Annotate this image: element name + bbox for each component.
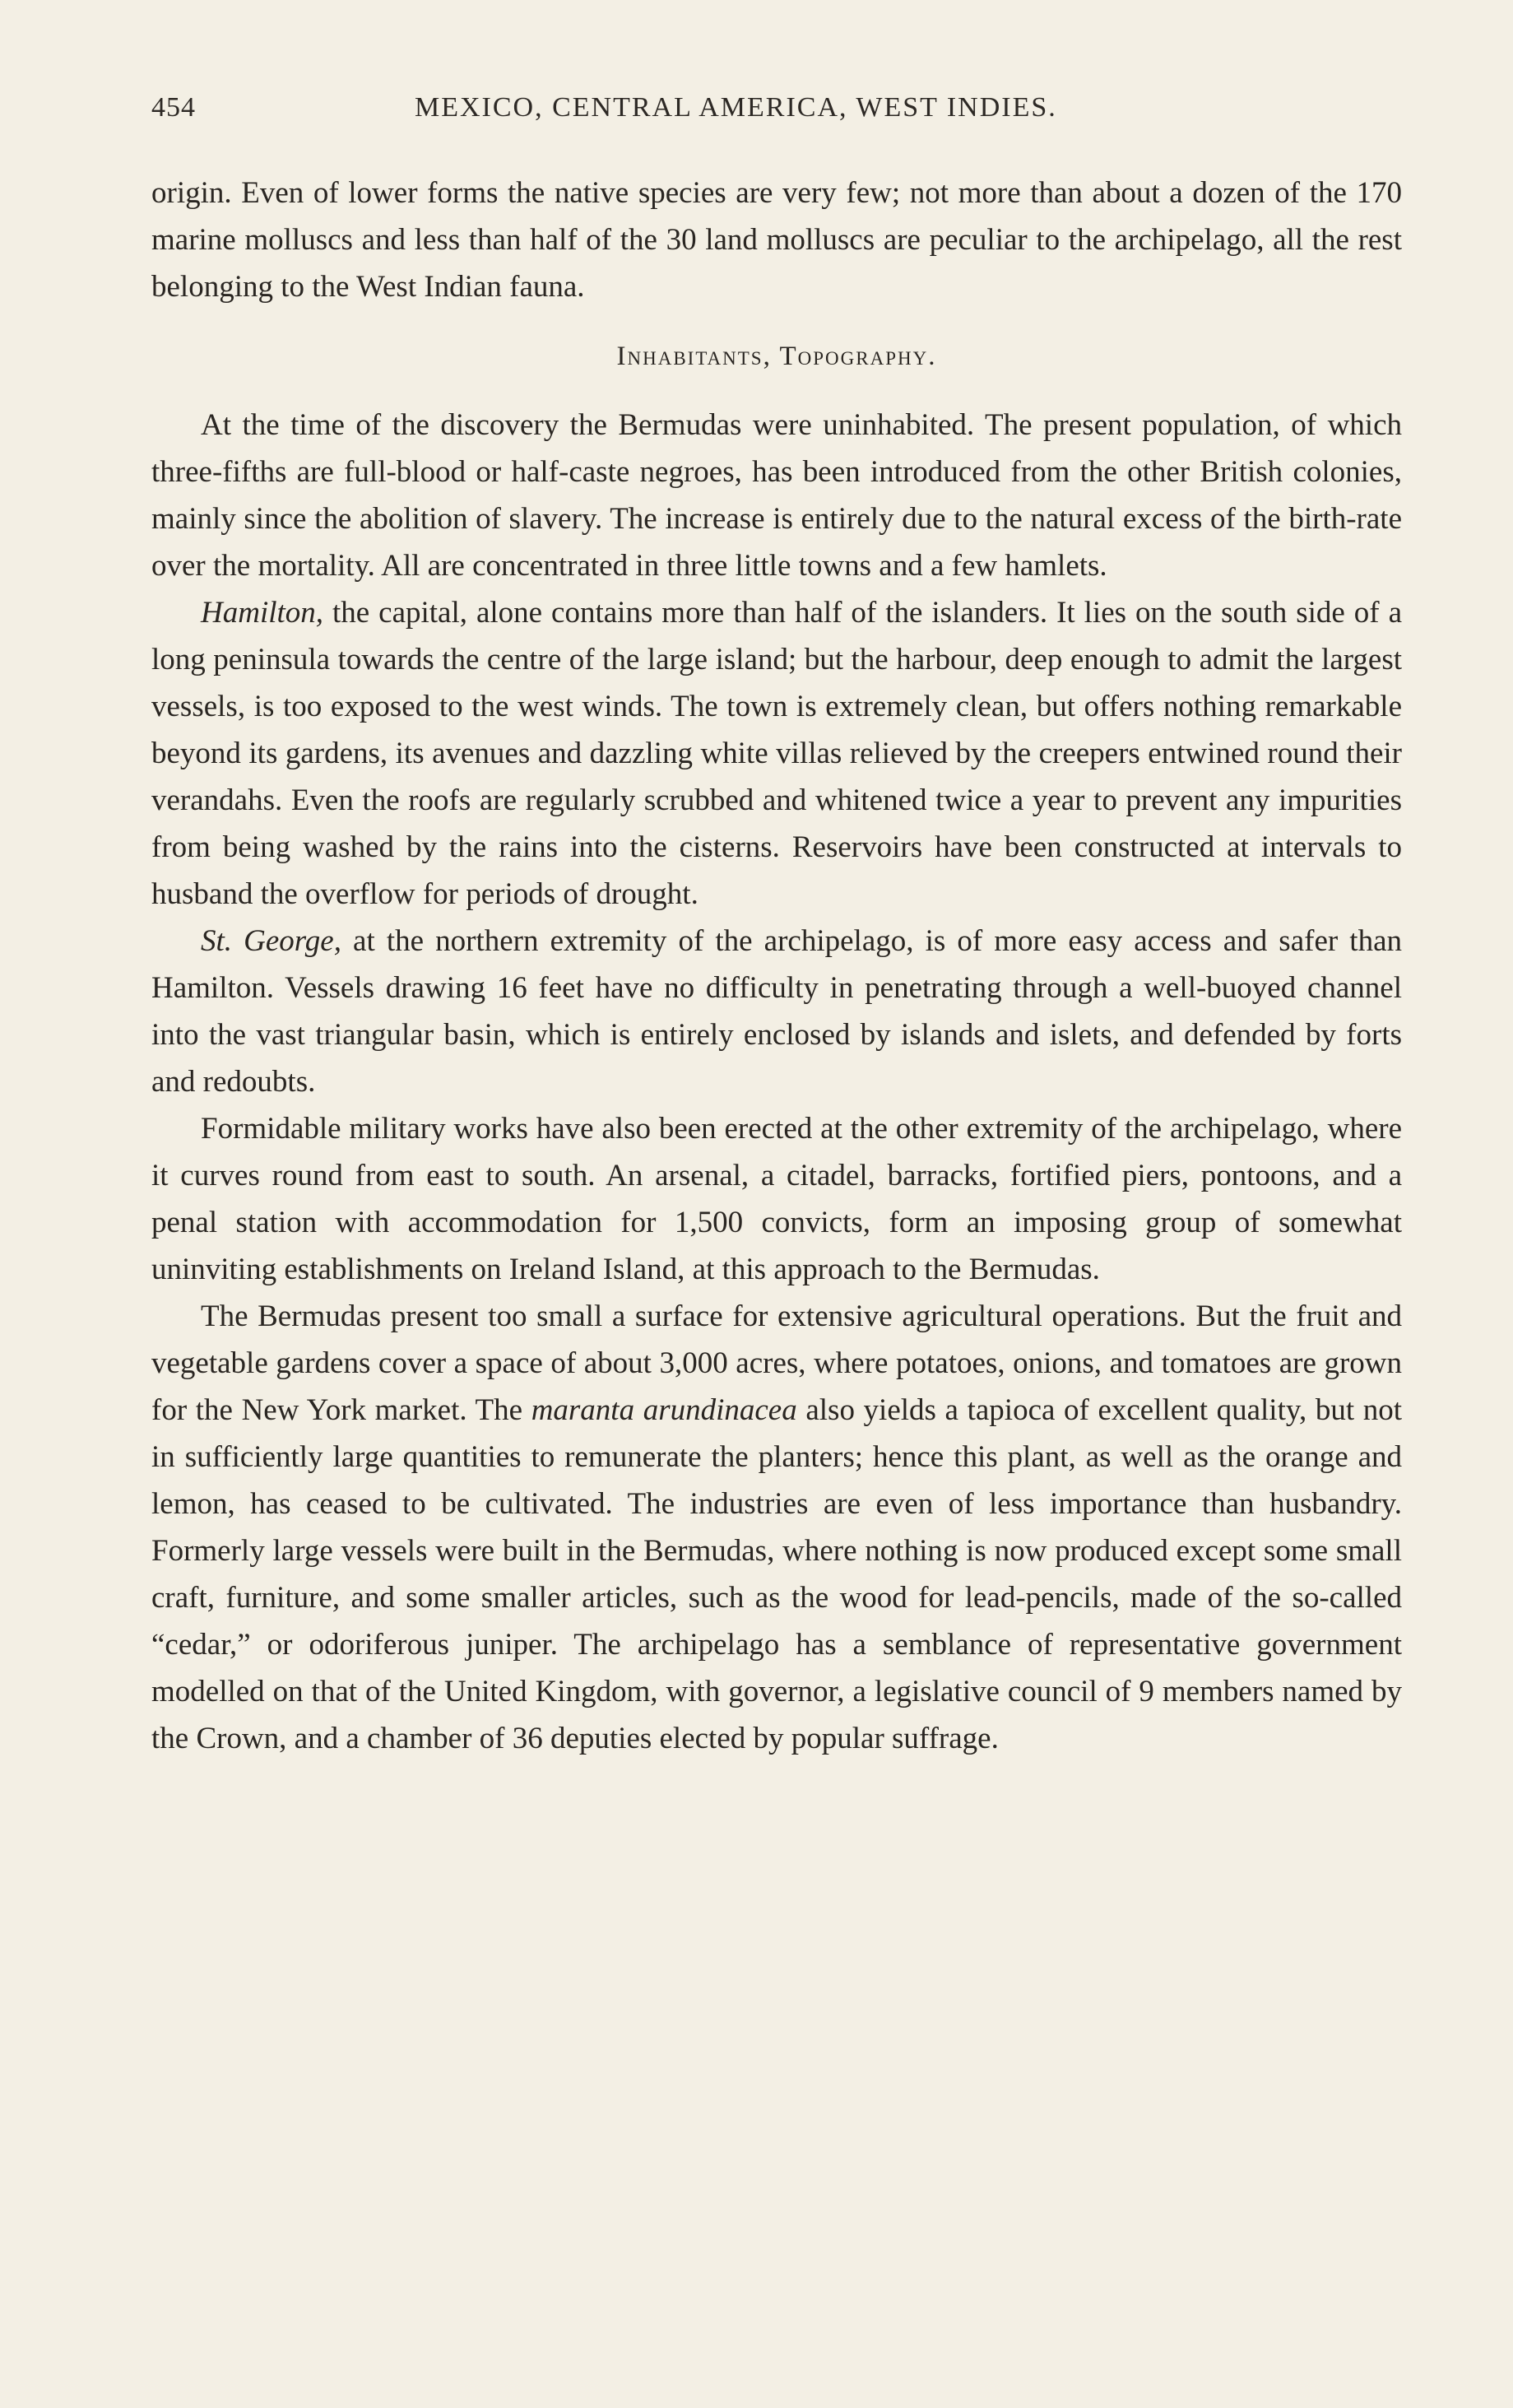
page-header (151, 92, 1402, 133)
paragraph-hamilton-text: the capital, alone contains more than half of the islanders. It lies on the south side of a long peninsula towards the centre of the large island; but the harbour, deep enough to admit the largest vessels, is too exposed to the west winds. The town is extremely clean, but offers nothing remarkable beyond its gardens, its avenues and dazzling white villas relieved by the creepers entwined round their verandahs. Even the roofs are regularly scrubbed and whitened twice a year to prevent any impurities from being washed by the rains into the cisterns. Reservoirs have been constructed at intervals to husband the overflow for periods of drought. (151, 596, 1402, 911)
paragraph-st-george (151, 918, 1402, 1105)
paragraph-agriculture-start: The Bermudas present too small a surface for extensive agricultural operations. But the fruit and vegetable gardens cover a space of about 3,000 acres, where potatoes, onions, and tomatoes are grown for the New York market. The (151, 1299, 1402, 1427)
section-title: Inhabitants, Topography. (616, 342, 937, 371)
species-name: maranta arundinacea (531, 1393, 797, 1427)
place-name-hamilton: Hamilton, (201, 596, 324, 630)
paragraph-st-george-text: at the northern extremity of the archipelago, is of more easy access and safer than Hamilton. Vessels drawing 16 feet have no difficulty in penetrating through a well-buoyed channel into the vast triangular basin, which is entirely enclosed by islands and islets, and defended by forts and redoubts. (151, 924, 1402, 1099)
paragraph-agriculture-rest: also yields a tapioca of excellent quality, but not in sufficiently large quantities to remunerate the planters; hence this plant, as well as the orange and lemon, has ceased to be cultivated. The industries are even of less importance than husbandry. Formerly large vessels were built in the Bermudas, where nothing is now produced except some small craft, furniture, and some smaller articles, such as the wood for lead-pencils, made of the so-called “cedar,” or odoriferous juniper. The archipelago has a semblance of representative government modelled on that of the United Kingdom, with governor, a legislative council of 9 members named by the Crown, and a chamber of 36 deputies elected by popular suffrage. (151, 1393, 1402, 1755)
paragraph-discovery: At the time of the discovery the Bermudas were uninhabited. The present population, of which three-fifths are full-blood or half-caste negroes, has been introduced from the other British colonies, mainly since the abolition of slavery. The increase is entirely due to the natural excess of the birth-rate over the mortality. All are concentrated in three little towns and a few hamlets. (151, 408, 1402, 583)
paragraph-hamilton (151, 589, 1402, 918)
page-number: 454 (151, 92, 196, 123)
place-name-st-george: St. George, (201, 924, 341, 958)
paragraph-military-works: Formidable military works have also been erected at the other extremity of the archipelago, where it curves round from east to south. An arsenal, a citadel, barracks, fortified piers, pontoons, and a penal station with accommodation for 1,500 convicts, form an imposing group of somewhat uninviting establishments on Ireland Island, at this approach to the Bermudas. (151, 1112, 1402, 1286)
paragraph-agriculture (151, 1293, 1402, 1762)
running-title: MEXICO, CENTRAL AMERICA, WEST INDIES. (415, 92, 1057, 123)
body-text (151, 170, 1402, 1762)
continuation-paragraph: origin. Even of lower forms the native species are very few; not more than about a dozen of the 170 marine molluscs and less than half of the 30 land molluscs are peculiar to the archipelago, all the rest belonging to the West Indian fauna. (151, 176, 1402, 304)
